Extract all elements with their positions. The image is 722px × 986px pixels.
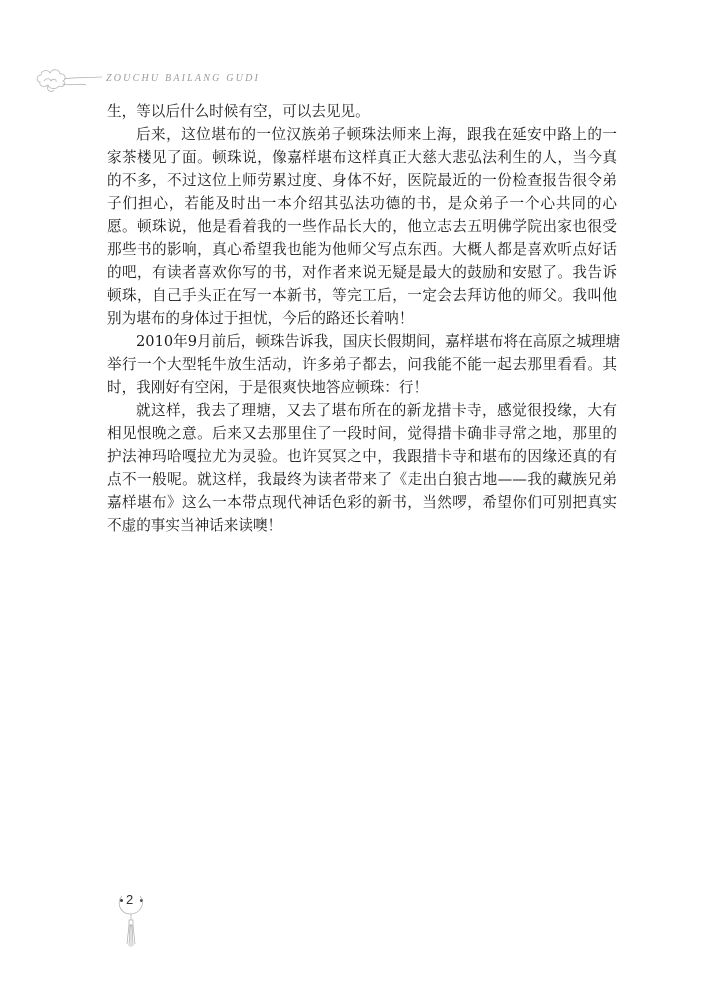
text-line: 别为堪布的身体过于担忧，今后的路还长着呐！ bbox=[107, 310, 414, 327]
text-line: 子们担心，若能及时出一本介绍其弘法功德的书，是众弟子一个心共同的心 bbox=[107, 195, 617, 212]
text-line: 嘉样堪布》这么一本带点现代神话色彩的新书，当然啰，希望你们可别把真实 bbox=[107, 494, 617, 511]
running-header bbox=[34, 62, 334, 96]
text-line: 顿珠，自己手头正在写一本新书，等完工后，一定会去拜访他的师父。我叫他 bbox=[107, 287, 617, 304]
text-line: 愿。顿珠说，他是看着我的一些作品长大的，他立志去五明佛学院出家也很受 bbox=[107, 218, 617, 235]
text-line: 相见恨晚之意。后来又去那里住了一段时间，觉得措卡确非寻常之地，那里的 bbox=[107, 425, 617, 442]
text-line: 生，等以后什么时候有空，可以去见见。 bbox=[107, 103, 370, 120]
text-line: 就这样，我去了理塘，又去了堪布所在的新龙措卡寺，感觉很投缘，大有 bbox=[136, 402, 617, 419]
text-line: 的吧，有读者喜欢你写的书，对作者来说无疑是最大的鼓励和安慰了。我告诉 bbox=[107, 264, 617, 281]
page-number: 2 bbox=[126, 892, 134, 907]
text-line: 那些书的影响，真心希望我也能为他师父写点东西。大概人都是喜欢听点好话 bbox=[107, 241, 617, 258]
cloud-ornament-icon bbox=[34, 62, 104, 96]
text-line: 护法神玛哈嘎拉尤为灵验。也许冥冥之中，我跟措卡寺和堪布的因缘还真的有 bbox=[107, 448, 617, 465]
tassel-ornament-icon bbox=[116, 892, 156, 952]
body-text bbox=[107, 100, 621, 537]
text-line: 2010年9月前后，顿珠告诉我，国庆长假期间，嘉样堪布将在高原之城理塘 bbox=[136, 333, 621, 350]
running-title: ZOUCHU BAILANG GUDI bbox=[106, 73, 261, 84]
text-line: 家茶楼见了面。顿珠说，像嘉样堪布这样真正大慈大悲弘法利生的人，当今真 bbox=[107, 149, 617, 166]
text-line: 举行一个大型牦牛放生活动，许多弟子都去，问我能不能一起去那里看看。其 bbox=[107, 356, 617, 373]
text-line: 后来，这位堪布的一位汉族弟子顿珠法师来上海，跟我在延安中路上的一 bbox=[136, 126, 617, 143]
text-line: 的不多，不过这位上师劳累过度、身体不好，医院最近的一份检查报告很令弟 bbox=[107, 172, 617, 189]
text-line: 时，我刚好有空闲，于是很爽快地答应顿珠：行！ bbox=[107, 379, 429, 396]
text-line: 不虚的事实当神话来读噢！ bbox=[107, 517, 283, 534]
text-line: 点不一般呢。就这样，我最终为读者带来了《走出白狼古地——我的藏族兄弟 bbox=[107, 471, 617, 488]
page-footer bbox=[110, 888, 170, 958]
